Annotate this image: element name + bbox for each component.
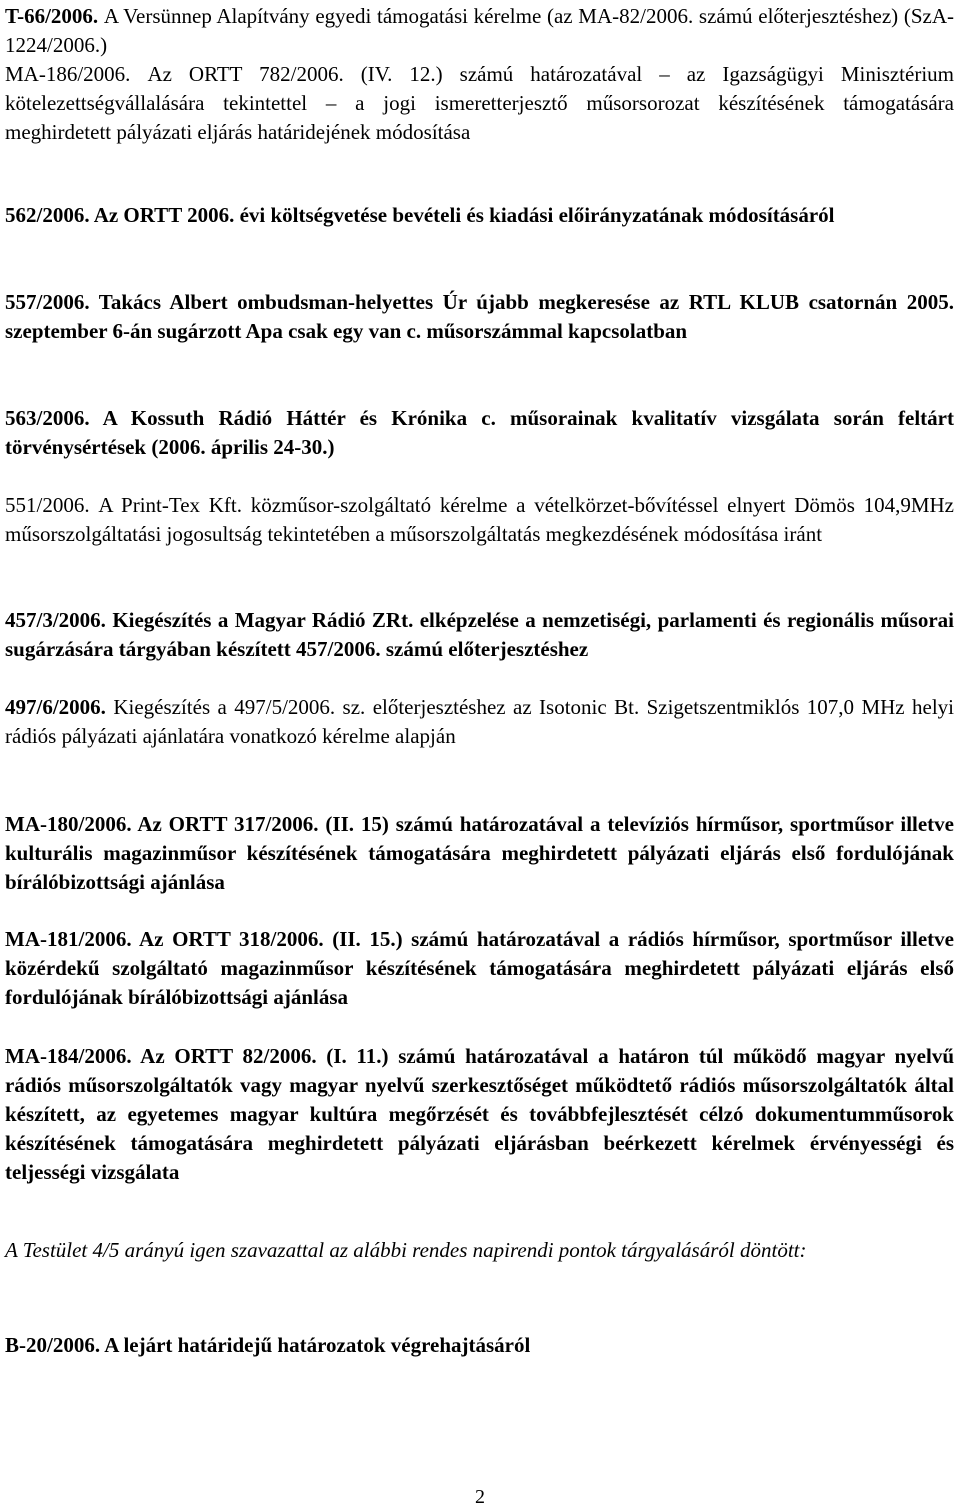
agenda-item-text: Az ORTT 317/2006. (II. 15) számú határozatával a televíziós hírműsor, sportműsor illetve kulturális magazinműsor készítésének támogatására meghirdetett pályázati eljárás első fordulójának bírálóbizottsági ajánlása bbox=[5, 812, 954, 894]
agenda-item-ma-186 bbox=[5, 60, 954, 147]
agenda-item-t-66 bbox=[5, 2, 954, 60]
agenda-item-text: Takács Albert ombudsman-helyettes Úr újabb megkeresése az RTL KLUB csatornán 2005. szeptember 6-án sugárzott Apa csak egy van c. műsorszámmal kapcsolatban bbox=[5, 290, 954, 343]
agenda-item-ma-184 bbox=[5, 1042, 954, 1187]
agenda-item-ma-181 bbox=[5, 925, 954, 1012]
agenda-item-text: Az ORTT 82/2006. (I. 11.) számú határozatával a határon túl működő magyar nyelvű rádiós műsorszolgáltatók vagy magyar nyelvű szerkesztőséget működtető rádiós műsorszolgáltatók által készített, az egyetemes magyar kultúra megőrzését és továbbfejlesztését célzó dokumentumműsorok készítésének támogatására meghirdetett pályázati eljárásban beérkezett kérelmek érvényességi és teljességi vizsgálata bbox=[5, 1044, 954, 1184]
agenda-item-ref: 551/2006. bbox=[5, 493, 90, 517]
agenda-item-ref: 457/3/2006. bbox=[5, 608, 106, 632]
agenda-item-text: Kiegészítés a Magyar Rádió ZRt. elképzelése a nemzetiségi, parlamenti és regionális műsorai sugárzására tárgyában készített 457/2006. számú előterjesztéshez bbox=[5, 608, 954, 661]
agenda-item-b-20 bbox=[5, 1331, 954, 1360]
agenda-item-text: Az ORTT 318/2006. (II. 15.) számú határozatával a rádiós hírműsor, sportműsor illetve közérdekű szolgáltató magazinműsor készítésének támogatására meghirdetett pályázati eljárás első fordulójának bírálóbizottsági ajánlása bbox=[5, 927, 954, 1009]
agenda-item-457-3 bbox=[5, 606, 954, 664]
agenda-item-ref: MA-181/2006. bbox=[5, 927, 132, 951]
agenda-item-551 bbox=[5, 491, 954, 549]
decision-note bbox=[5, 1236, 954, 1265]
agenda-item-562 bbox=[5, 201, 954, 230]
agenda-item-557 bbox=[5, 288, 954, 346]
agenda-item-ref: 562/2006. bbox=[5, 203, 90, 227]
decision-note-text: A Testület 4/5 arányú igen szavazattal az alábbi rendes napirendi pontok tárgyalásáról döntött: bbox=[5, 1238, 807, 1262]
agenda-item-text: A Versünnep Alapítvány egyedi támogatási kérelme (az MA-82/2006. számú előterjesztéshez) (SzA-1224/2006.) bbox=[5, 4, 954, 57]
agenda-item-ref: MA-186/2006. bbox=[5, 62, 131, 86]
agenda-item-text: A lejárt határidejű határozatok végrehajtásáról bbox=[104, 1333, 531, 1357]
agenda-item-text: Kiegészítés a 497/5/2006. sz. előterjesztéshez az Isotonic Bt. Szigetszentmiklós 107,0 MHz helyi rádiós pályázati ajánlatára vonatkozó kérelme alapján bbox=[5, 695, 954, 748]
agenda-item-text: A Print-Tex Kft. közműsor-szolgáltató kérelme a vételkörzet-bővítéssel elnyert Dömös 104,9MHz műsorszolgáltatási jogosultság tekintetében a műsorszolgáltatás megkezdésének módosítása iránt bbox=[5, 493, 954, 546]
agenda-item-text: Az ORTT 782/2006. (IV. 12.) számú határozatával – az Igazságügyi Minisztérium kötelezettségvállalására tekintettel – a jogi ismeretterjesztő műsorsorozat készítésének támogatására meghirdetett pályázati eljárás határidejének módosítása bbox=[5, 62, 955, 144]
agenda-item-ref: 563/2006. bbox=[5, 406, 90, 430]
agenda-item-ma-180 bbox=[5, 810, 954, 897]
agenda-item-ref: 497/6/2006. bbox=[5, 695, 106, 719]
agenda-item-497-6 bbox=[5, 693, 954, 751]
agenda-item-ref: T-66/2006. bbox=[5, 4, 99, 28]
agenda-item-text: A Kossuth Rádió Háttér és Krónika c. műsorainak kvalitatív vizsgálata során feltárt törvénysértések (2006. április 24-30.) bbox=[5, 406, 954, 459]
agenda-item-ref: MA-180/2006. bbox=[5, 812, 132, 836]
page-number: 2 bbox=[475, 1486, 485, 1508]
agenda-item-ref: MA-184/2006. bbox=[5, 1044, 132, 1068]
agenda-item-563 bbox=[5, 404, 954, 462]
agenda-item-ref: B-20/2006. bbox=[5, 1333, 101, 1357]
agenda-item-text: Az ORTT 2006. évi költségvetése bevételi és kiadási előirányzatának módosításáról bbox=[93, 203, 835, 227]
agenda-item-ref: 557/2006. bbox=[5, 290, 90, 314]
